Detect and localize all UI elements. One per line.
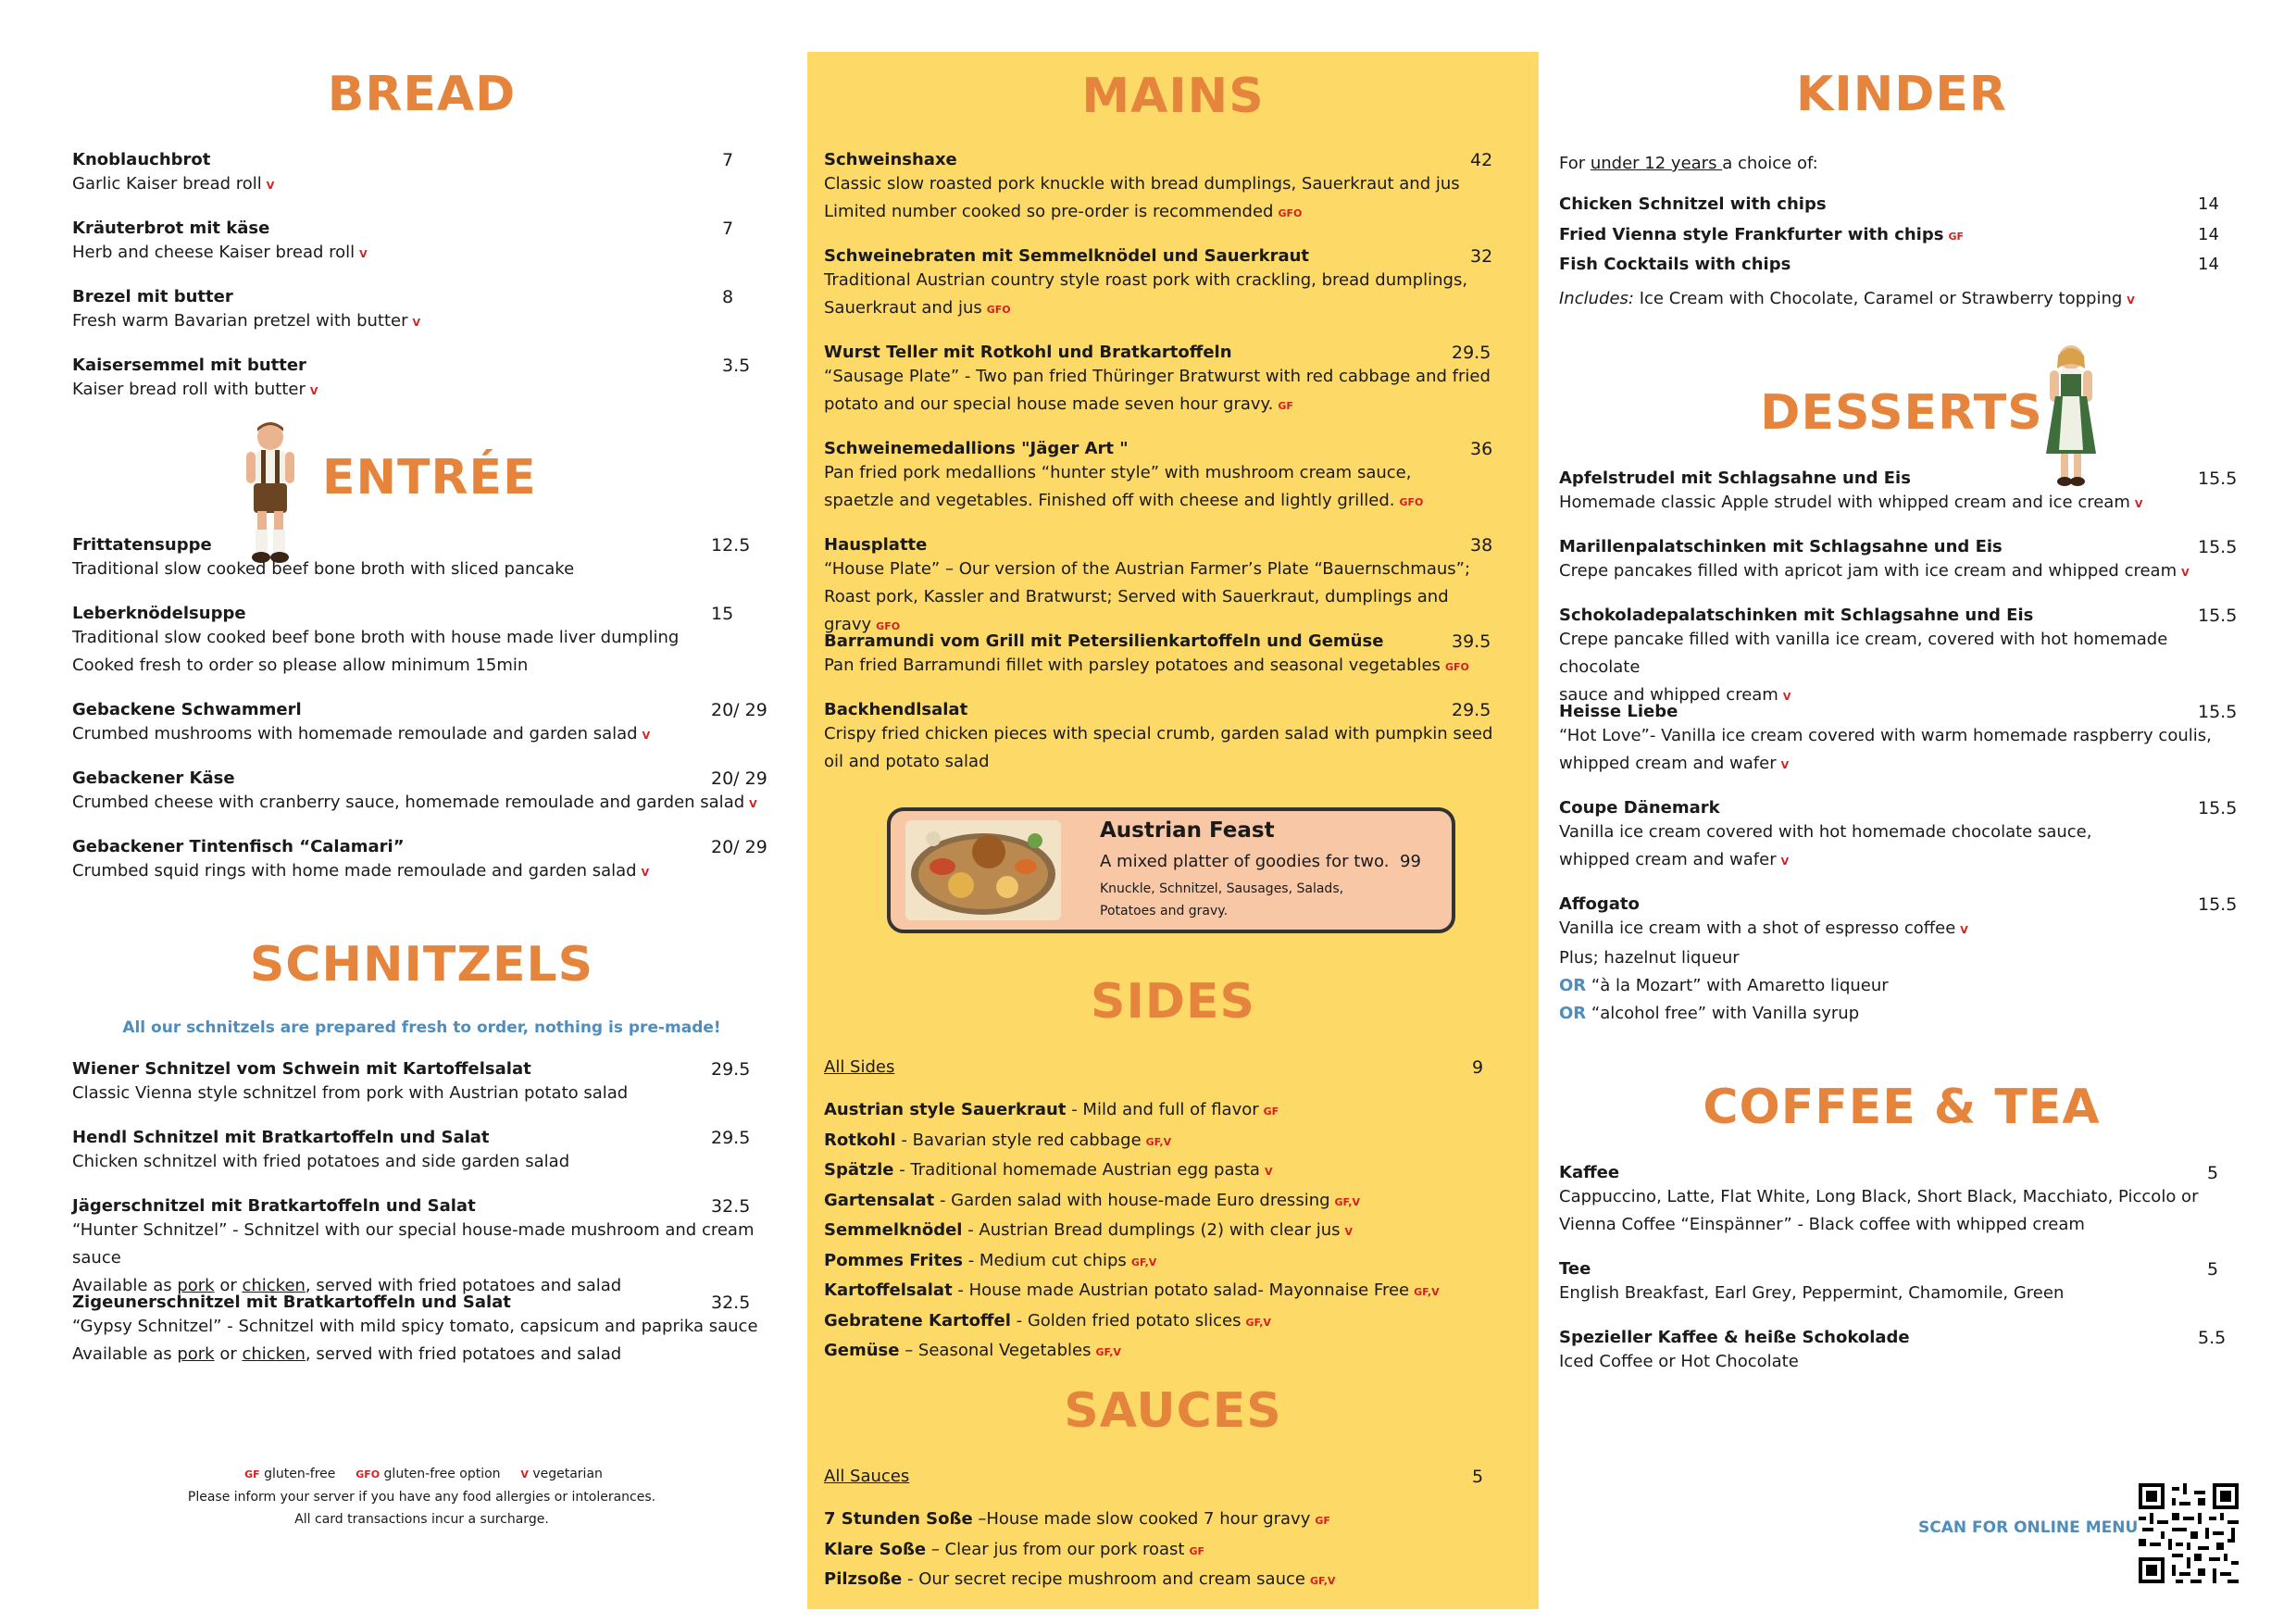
name: Chicken Schnitzel with chips	[1559, 194, 1827, 214]
list-item	[824, 1096, 1520, 1127]
desc: Crumbed cheese with cranberry sauce, homemade remoulade and garden salad	[72, 793, 745, 812]
chicken: chicken	[242, 1276, 306, 1295]
price: 15.5	[2198, 798, 2238, 818]
menu-item	[824, 439, 1520, 517]
price: 3.5	[722, 356, 751, 376]
tag: V	[642, 730, 651, 742]
plus: Plus; hazelnut liqueur	[1559, 948, 1740, 968]
menu-item	[1559, 1163, 2244, 1239]
gfo: GFO	[356, 1468, 381, 1480]
desc: Garlic Kaiser bread roll	[72, 174, 262, 194]
desc: – Clear jus from our pork roast	[926, 1539, 1185, 1559]
tag: V	[2134, 498, 2143, 510]
menu-item	[72, 1293, 771, 1368]
chicken: chicken	[242, 1344, 306, 1364]
price: 39.5	[1452, 631, 1491, 652]
name: Kräuterbrot mit käse	[72, 219, 270, 238]
menu-item	[1559, 894, 2244, 1028]
tag: GF,V	[1334, 1195, 1360, 1208]
tag: GF	[1189, 1544, 1205, 1557]
desc: - Austrian Bread dumplings (2) with clear jus	[962, 1220, 1341, 1240]
or: or	[214, 1276, 243, 1295]
desc: Fresh warm Bavarian pretzel with butter	[72, 311, 408, 331]
desc: Iced Coffee or Hot Chocolate	[1559, 1352, 1799, 1371]
name: Brezel mit butter	[72, 287, 233, 306]
menu-item	[824, 631, 1520, 681]
tag: GFO	[1444, 661, 1469, 673]
desc: “Sausage Plate” - Two pan fried Thüringer Bratwurst with red cabbage and fried	[824, 367, 1491, 386]
v-text: vegetarian	[532, 1467, 603, 1481]
menu-item	[1559, 702, 2244, 780]
tag: GFO	[986, 304, 1011, 316]
desc2: whipped cream and wafer	[1559, 754, 1777, 773]
feast-title: Austrian Feast	[1100, 818, 1275, 843]
price: 32	[1470, 246, 1493, 267]
tag: GFO	[1399, 496, 1424, 508]
price: 5	[2207, 1259, 2219, 1280]
name: Schweinshaxe	[824, 150, 957, 169]
list-item	[1559, 191, 2244, 221]
menu-item	[72, 700, 771, 750]
menu-item	[1559, 537, 2244, 587]
tag: V	[749, 798, 757, 810]
name: Barramundi vom Grill mit Petersilienkartoffeln und Gemüse	[824, 631, 1384, 651]
name: Marillenpalatschinken mit Schlagsahne und Eis	[1559, 537, 2003, 556]
desc: “Hot Love”- Vanilla ice cream covered with warm homemade raspberry coulis,	[1559, 726, 2212, 745]
desc: - House made Austrian potato salad- Mayonnaise Free	[952, 1280, 1410, 1300]
tag: V	[1960, 924, 1968, 936]
name: Schweinemedallions "Jäger Art "	[824, 439, 1129, 458]
name: Tee	[1559, 1259, 1591, 1279]
price: 14	[2198, 194, 2219, 214]
tag: GF,V	[1130, 1255, 1157, 1268]
tag: V	[309, 385, 318, 397]
list-item	[824, 1247, 1520, 1278]
list-item	[824, 1156, 1520, 1187]
name: Frittatensuppe	[72, 535, 212, 555]
qr-code-icon[interactable]	[2139, 1483, 2239, 1583]
sides-list	[824, 1096, 1520, 1368]
name: Gebackener Tintenfisch “Calamari”	[72, 837, 405, 856]
tag: GF	[1278, 400, 1293, 412]
sides-heading: SIDES	[1091, 974, 1255, 1030]
schnitzel-note: All our schnitzels are prepared fresh to order, nothing is pre-made!	[122, 1018, 721, 1037]
coffee-heading: COFFEE & TEA	[1703, 1080, 2101, 1135]
feast-line2: Knuckle, Schnitzel, Sausages, Salads,	[1100, 881, 1344, 896]
price: 12.5	[711, 535, 751, 556]
girl-figure-icon	[2042, 341, 2100, 487]
menu-item	[72, 768, 771, 818]
all-label: All Sauces	[824, 1467, 910, 1486]
name: Klare Soße	[824, 1539, 927, 1559]
intro-pre: For	[1559, 154, 1591, 173]
desc: Herb and cheese Kaiser bread roll	[72, 243, 356, 262]
desc: Traditional slow cooked beef bone broth with sliced pancake	[72, 559, 575, 579]
sides-all	[824, 1057, 1520, 1077]
desc: Kaiser bread roll with butter	[72, 380, 306, 399]
price: 32.5	[711, 1293, 751, 1313]
menu-item	[1559, 606, 2244, 711]
name: Fish Cocktails with chips	[1559, 255, 1791, 274]
price: 15.5	[2198, 894, 2238, 915]
all-price: 5	[1472, 1467, 1484, 1487]
list-item	[824, 1566, 1520, 1596]
menu-item	[824, 343, 1520, 420]
desc: Traditional Austrian country style roast pork with crackling, bread dumplings,	[824, 270, 1468, 290]
desc: Chicken schnitzel with fried potatoes and side garden salad	[72, 1152, 570, 1171]
or: or	[214, 1344, 243, 1364]
name: Jägerschnitzel mit Bratkartoffeln und Salat	[72, 1196, 476, 1216]
tag: V	[1264, 1166, 1273, 1178]
name: Kaffee	[1559, 1163, 1620, 1182]
kinder-includes	[1559, 285, 2244, 315]
feast-price: 99	[1400, 852, 1421, 871]
tag: GF,V	[1145, 1135, 1172, 1148]
desc: English Breakfast, Earl Grey, Peppermint, Chamomile, Green	[1559, 1283, 2065, 1303]
tag: GFO	[876, 620, 901, 632]
sauces-list	[824, 1505, 1520, 1596]
desc: Homemade classic Apple strudel with whipped cream and ice cream	[1559, 493, 2130, 512]
desc: - Traditional homemade Austrian egg pasta	[893, 1160, 1260, 1180]
desc: Cappuccino, Latte, Flat White, Long Black, Short Black, Macchiato, Piccolo or	[1559, 1187, 2199, 1206]
scan-label: SCAN FOR ONLINE MENU	[1918, 1518, 2139, 1537]
name: Gebackener Käse	[72, 768, 235, 788]
tag: GF,V	[1414, 1286, 1440, 1298]
price: 14	[2198, 224, 2219, 244]
price: 29.5	[711, 1059, 751, 1080]
tag: V	[412, 317, 421, 329]
name: Coupe Dänemark	[1559, 798, 1720, 818]
name: Rotkohl	[824, 1130, 896, 1150]
menu-item	[824, 150, 1520, 228]
avail-post: , served with fried potatoes and salad	[305, 1344, 622, 1364]
mains-heading: MAINS	[1081, 69, 1265, 124]
desc: - Garden salad with house-made Euro dressing	[934, 1190, 1330, 1210]
schnitzels-heading: SCHNITZELS	[249, 937, 594, 993]
v: V	[520, 1468, 529, 1480]
pork: pork	[177, 1344, 215, 1364]
name: Apfelstrudel mit Schlagsahne und Eis	[1559, 468, 1911, 488]
tag: V	[1782, 691, 1791, 703]
platter-image-icon	[905, 820, 1061, 920]
price: 8	[722, 287, 734, 307]
name: Gartensalat	[824, 1190, 935, 1210]
feast-line1: A mixed platter of goodies for two.	[1100, 852, 1390, 871]
desc2: whipped cream and wafer	[1559, 850, 1777, 869]
tag: GF,V	[1095, 1346, 1121, 1358]
legend	[72, 1463, 771, 1530]
list-item	[824, 1277, 1520, 1307]
name: Schokoladepalatschinken mit Schlagsahne und Eis	[1559, 606, 2034, 625]
desc: Crumbed squid rings with home made remoulade and garden salad	[72, 861, 637, 881]
desc: Crepe pancake filled with vanilla ice cream, covered with hot homemade chocolate	[1559, 630, 2168, 677]
price: 38	[1470, 535, 1493, 556]
desc: Vanilla ice cream with a shot of espresso coffee	[1559, 918, 1956, 938]
name: Hendl Schnitzel mit Bratkartoffeln und Salat	[72, 1128, 490, 1147]
list-item	[824, 1505, 1520, 1536]
name: Schweinebraten mit Semmelknödel und Sauerkraut	[824, 246, 1310, 266]
name: Leberknödelsuppe	[72, 604, 246, 623]
menu-item	[72, 150, 771, 200]
price: 15.5	[2198, 702, 2238, 722]
list-item	[1559, 221, 2244, 252]
desc: “Gypsy Schnitzel” - Schnitzel with mild spicy tomato, capsicum and paprika sauce	[72, 1317, 758, 1336]
name: Wiener Schnitzel vom Schwein mit Kartoffelsalat	[72, 1059, 531, 1079]
desc: Traditional slow cooked beef bone broth with house made liver dumpling	[72, 628, 680, 647]
desc: Classic slow roasted pork knuckle with bread dumplings, Sauerkraut and jus	[824, 174, 1460, 194]
list-item	[824, 1536, 1520, 1567]
price: 15	[711, 604, 734, 624]
price: 20/ 29	[711, 837, 767, 857]
menu-item	[72, 1059, 771, 1107]
all-label: All Sides	[824, 1057, 895, 1077]
desc: Crepe pancakes filled with apricot jam with ice cream and whipped cream	[1559, 561, 2177, 581]
price: 20/ 29	[711, 700, 767, 720]
or2: OR	[1559, 1004, 1587, 1023]
desc: Vanilla ice cream covered with hot homemade chocolate sauce,	[1559, 822, 2092, 842]
tag: GF	[1315, 1515, 1330, 1527]
avail-pre: Available as	[72, 1344, 178, 1364]
list-item	[824, 1187, 1520, 1218]
desc2: spaetzle and vegetables. Finished off with cheese and lightly grilled.	[824, 491, 1395, 510]
desc: - Bavarian style red cabbage	[895, 1130, 1142, 1150]
name: Kaisersemmel mit butter	[72, 356, 306, 375]
list-item	[1559, 251, 2244, 281]
all-price: 9	[1472, 1057, 1484, 1078]
intro-u: under 12 years	[1590, 154, 1723, 173]
kinder-intro	[1559, 150, 2244, 178]
desc: - Mild and full of flavor	[1066, 1100, 1259, 1119]
desc2: Roast pork, Kassler and Bratwurst; Served with Sauerkraut, dumplings and gravy	[824, 587, 1449, 634]
desc: - Medium cut chips	[962, 1250, 1127, 1270]
desc2: Sauerkraut and jus	[824, 298, 982, 318]
sauces-all	[824, 1467, 1520, 1486]
name: Semmelknödel	[824, 1220, 963, 1240]
gf-text: gluten-free	[264, 1467, 336, 1481]
name: Gebratene Kartoffel	[824, 1310, 1011, 1330]
menu-item	[72, 1128, 771, 1176]
tag: GF	[1948, 230, 1964, 243]
name: Affogato	[1559, 894, 1640, 914]
entree-heading: ENTRÉE	[322, 450, 537, 506]
includes-label: Includes:	[1559, 289, 1634, 308]
desc2: sauce and whipped cream	[1559, 685, 1778, 705]
feast-line3: Potatoes and gravy.	[1100, 904, 1229, 918]
line3: All card transactions incur a surcharge.	[294, 1512, 549, 1527]
name: Kartoffelsalat	[824, 1280, 953, 1300]
desc: “Hunter Schnitzel” - Schnitzel with our special house-made mushroom and cream sauce	[72, 1220, 755, 1268]
menu-item	[72, 356, 771, 406]
desc: –House made slow cooked 7 hour gravy	[972, 1509, 1311, 1529]
desc: – Seasonal Vegetables	[899, 1341, 1092, 1360]
desc2: Limited number cooked so pre-order is recommended	[824, 202, 1274, 221]
menu-item	[72, 1196, 771, 1300]
gf: GF	[244, 1468, 260, 1480]
name: Wurst Teller mit Rotkohl und Bratkartoffeln	[824, 343, 1232, 362]
tag: GF,V	[1309, 1575, 1336, 1587]
name: Backhendlsalat	[824, 700, 968, 719]
menu-item	[72, 837, 771, 887]
price: 7	[722, 150, 734, 170]
tag: V	[641, 867, 650, 879]
desc2: oil and potato salad	[824, 752, 990, 771]
menu-item	[824, 535, 1520, 641]
desc: Crumbed mushrooms with homemade remoulade and garden salad	[72, 724, 638, 743]
menu-item	[824, 700, 1520, 776]
menu-item	[1559, 1328, 2244, 1376]
desc2: Cooked fresh to order so please allow minimum 15min	[72, 656, 529, 675]
gfo-text: gluten-free option	[383, 1467, 501, 1481]
includes-tag: V	[2127, 294, 2135, 306]
name: Knoblauchbrot	[72, 150, 211, 169]
opt1: “à la Mozart” with Amaretto liqueur	[1586, 976, 1889, 995]
or1: OR	[1559, 976, 1587, 995]
menu-item	[72, 535, 771, 583]
menu-item	[72, 219, 771, 269]
desc: Classic Vienna style schnitzel from pork with Austrian potato salad	[72, 1083, 629, 1103]
name: Spezieller Kaffee & heiße Schokolade	[1559, 1328, 1910, 1347]
name: Austrian style Sauerkraut	[824, 1100, 1067, 1119]
desc2: Vienna Coffee “Einspänner” - Black coffee with whipped cream	[1559, 1215, 2085, 1234]
tag: V	[1780, 759, 1790, 771]
desc: Pan fried pork medallions “hunter style” with mushroom cream sauce,	[824, 463, 1412, 482]
feast-box	[887, 807, 1455, 933]
avail-pre: Available as	[72, 1276, 178, 1295]
name: 7 Stunden Soße	[824, 1509, 973, 1529]
desc: Pan fried Barramundi fillet with parsley potatoes and seasonal vegetables	[824, 656, 1441, 675]
list-item	[824, 1127, 1520, 1157]
line2: Please inform your server if you have any food allergies or intolerances.	[187, 1490, 656, 1505]
menu-item	[72, 604, 771, 680]
menu-item	[1559, 468, 2244, 518]
bread-heading: BREAD	[327, 67, 517, 122]
name: Heisse Liebe	[1559, 702, 1678, 721]
price: 29.5	[1452, 343, 1491, 363]
price: 29.5	[711, 1128, 751, 1148]
pork: pork	[177, 1276, 215, 1295]
desc2: potato and our special house made seven hour gravy.	[824, 394, 1274, 414]
price: 5.5	[2198, 1328, 2227, 1348]
price: 20/ 29	[711, 768, 767, 789]
price: 14	[2198, 255, 2219, 274]
desc: “House Plate” – Our version of the Austrian Farmer’s Plate “Bauernschmaus”;	[824, 559, 1471, 579]
menu-item	[824, 246, 1520, 324]
tag: V	[1344, 1226, 1354, 1238]
avail-post: , served with fried potatoes and salad	[305, 1276, 622, 1295]
name: Pilzsoße	[824, 1569, 903, 1589]
list-item	[824, 1307, 1520, 1338]
desc: Crispy fried chicken pieces with special crumb, garden salad with pumpkin seed	[824, 724, 1493, 743]
tag: V	[1780, 856, 1790, 868]
list-item	[824, 1217, 1520, 1247]
tag: V	[359, 248, 368, 260]
price: 32.5	[711, 1196, 751, 1217]
price: 5	[2207, 1163, 2219, 1183]
opt2: “alcohol free” with Vanilla syrup	[1586, 1004, 1860, 1023]
menu-item	[72, 287, 771, 337]
price: 42	[1470, 150, 1493, 170]
menu-item	[1559, 798, 2244, 876]
kinder-list	[1559, 191, 2244, 281]
price: 15.5	[2198, 537, 2238, 557]
sauces-heading: SAUCES	[1064, 1383, 1282, 1439]
includes-text: Ice Cream with Chocolate, Caramel or Strawberry topping	[1633, 289, 2123, 308]
price: 29.5	[1452, 700, 1491, 720]
tag: V	[2181, 567, 2190, 579]
tag: GF,V	[1245, 1316, 1271, 1329]
desc: - Our secret recipe mushroom and cream sauce	[902, 1569, 1305, 1589]
price: 7	[722, 219, 734, 239]
desserts-heading: DESSERTS	[1760, 385, 2043, 441]
price: 36	[1470, 439, 1493, 459]
intro-post: a choice of:	[1722, 154, 1818, 173]
name: Gemüse	[824, 1341, 900, 1360]
name: Pommes Frites	[824, 1250, 963, 1270]
tag: GFO	[1278, 207, 1303, 219]
menu-item	[1559, 1259, 2244, 1307]
tag: V	[266, 180, 275, 192]
name: Spätzle	[824, 1160, 894, 1180]
price: 15.5	[2198, 468, 2238, 489]
desc: - Golden fried potato slices	[1010, 1310, 1242, 1330]
list-item	[824, 1337, 1520, 1368]
name: Hausplatte	[824, 535, 928, 555]
kinder-heading: KINDER	[1796, 67, 2007, 122]
price: 15.5	[2198, 606, 2238, 626]
tag: GF	[1263, 1106, 1279, 1118]
name: Gebackene Schwammerl	[72, 700, 302, 719]
name: Fried Vienna style Frankfurter with chips	[1559, 224, 1944, 244]
middle-column	[807, 52, 1539, 1609]
name: Zigeunerschnitzel mit Bratkartoffeln und Salat	[72, 1293, 511, 1312]
